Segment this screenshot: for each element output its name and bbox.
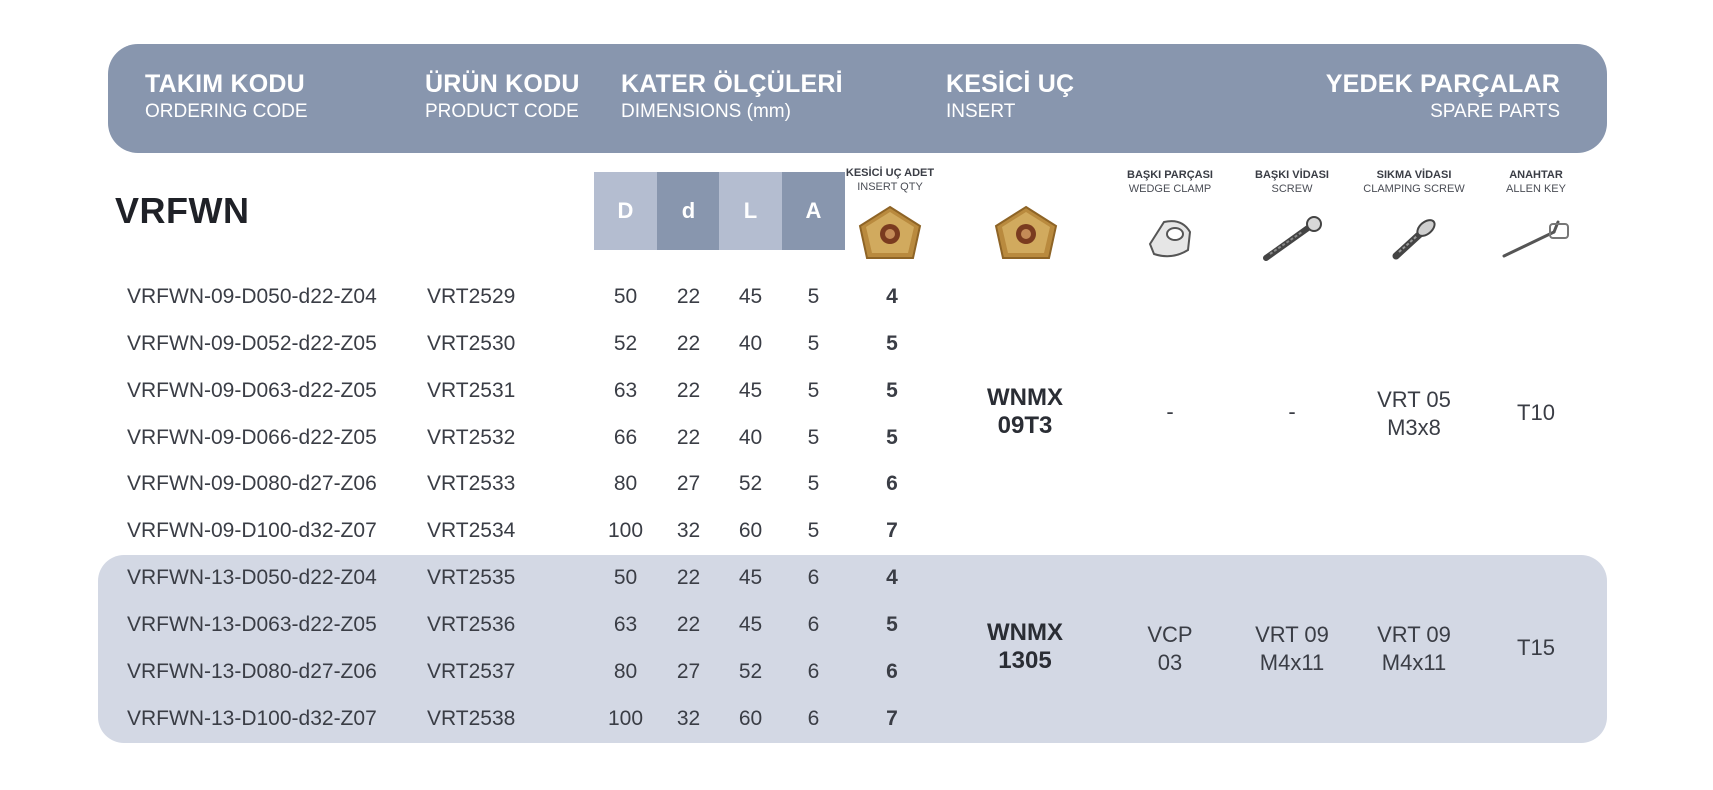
wedge-clamp-icon (1142, 214, 1198, 264)
wedge-clamp-subtitle: WEDGE CLAMP (1128, 183, 1212, 195)
product-code-subtitle: PRODUCT CODE (425, 101, 579, 122)
wedge-clamp-line2: 03 (1157, 650, 1183, 675)
group-13-insert (960, 619, 1090, 675)
dim-D-cell: 100 (607, 519, 644, 542)
dim-L-cell: 40 (738, 332, 763, 355)
dim-D-cell: 63 (613, 379, 638, 402)
dim-d-cell: 22 (676, 566, 701, 589)
table-row (0, 273, 1713, 320)
dimensions-subtitle: DIMENSIONS (mm) (621, 101, 791, 122)
insert-qty-cell: 5 (886, 426, 898, 449)
insert-qty-insert-icon (856, 204, 924, 262)
dim-A-cell: 5 (807, 379, 820, 402)
dim-header-L: L (719, 172, 782, 250)
insert-qty-subtitle: INSERT QTY (857, 181, 923, 193)
insert-qty-title: KESİCİ UÇ ADET (845, 167, 935, 179)
screw-value: - (1288, 399, 1296, 424)
clamping-screw-subtitle: CLAMPING SCREW (1363, 183, 1465, 195)
allen-key-value: T15 (1517, 635, 1555, 660)
dim-L-cell: 40 (738, 426, 763, 449)
screw-line2: M4x11 (1259, 650, 1325, 675)
insert-title: KESİCİ UÇ (946, 70, 1075, 98)
dim-d-cell: 22 (676, 426, 701, 449)
group-09-clamping-screw (1354, 386, 1474, 442)
group-13-clamping-screw (1354, 621, 1474, 677)
product-code-cell: VRT2532 (427, 426, 516, 449)
table-row (0, 695, 1713, 742)
insert-code-line2: 09T3 (997, 412, 1053, 439)
product-code-cell: VRT2530 (427, 332, 516, 355)
dim-L-cell: 45 (738, 285, 763, 308)
ordering-code-cell: VRFWN-09-D050-d22-Z04 (127, 285, 377, 308)
dim-d-cell: 27 (676, 472, 701, 495)
product-code-cell: VRT2536 (427, 613, 516, 636)
insert-code-line1: WNMX (987, 619, 1063, 646)
allen-key-value: T10 (1517, 400, 1555, 425)
dim-L-cell: 45 (738, 566, 763, 589)
dim-L-cell: 52 (738, 472, 763, 495)
allen-key-title: ANAHTAR (1509, 169, 1563, 181)
group-09-wedge-clamp (1110, 398, 1230, 426)
allen-key-icon (1500, 218, 1572, 262)
ordering-code-cell: VRFWN-13-D080-d27-Z06 (127, 660, 377, 683)
product-code-title: ÜRÜN KODU (425, 70, 580, 98)
wedge-clamp-line1: VCP (1147, 622, 1193, 647)
dim-A-cell: 5 (807, 472, 820, 495)
ordering-code-title: TAKIM KODU (145, 70, 305, 98)
dim-d-cell: 22 (676, 285, 701, 308)
dim-L-cell: 52 (738, 660, 763, 683)
screw-subtitle: SCREW (1271, 183, 1313, 195)
insert-subtitle: INSERT (946, 101, 1016, 122)
dim-D-cell: 63 (613, 613, 638, 636)
group-09-allen-key (1476, 399, 1596, 427)
clamping-screw-line1: VRT 09 (1377, 622, 1451, 647)
dim-A-cell: 6 (807, 613, 820, 636)
ordering-code-cell: VRFWN-09-D063-d22-Z05 (127, 379, 377, 402)
ordering-code-cell: VRFWN-13-D050-d22-Z04 (127, 566, 377, 589)
dim-A-cell: 6 (807, 707, 820, 730)
ordering-code-cell: VRFWN-13-D063-d22-Z05 (127, 613, 377, 636)
group-09-insert (960, 384, 1090, 440)
ordering-code-subtitle: ORDERING CODE (145, 101, 308, 122)
dim-D-cell: 50 (613, 566, 638, 589)
group-13-wedge-clamp (1110, 621, 1230, 677)
spare-parts-title: YEDEK PARÇALAR (1325, 70, 1560, 98)
dim-L-cell: 60 (738, 519, 763, 542)
ordering-code-cell: VRFWN-13-D100-d32-Z07 (127, 707, 377, 730)
insert-qty-cell: 5 (886, 613, 898, 636)
dim-L-cell: 45 (738, 613, 763, 636)
dim-A-cell: 5 (807, 519, 820, 542)
screw-title: BAŞKI VİDASI (1255, 169, 1329, 181)
allen-key-subtitle: ALLEN KEY (1506, 183, 1566, 195)
insert-qty-cell: 6 (886, 660, 898, 683)
insert-qty-cell: 6 (886, 472, 898, 495)
dim-A-cell: 5 (807, 426, 820, 449)
insert-code-line1: WNMX (987, 384, 1063, 411)
group-13-screw (1232, 621, 1352, 677)
clamping-screw-line1: VRT 05 (1377, 387, 1451, 412)
dim-d-cell: 32 (676, 519, 701, 542)
dim-d-cell: 22 (676, 613, 701, 636)
wedge-clamp-title: BAŞKI PARÇASI (1127, 169, 1213, 181)
insert-qty-cell: 4 (886, 285, 898, 308)
clamping-screw-line2: M4x11 (1381, 650, 1447, 675)
dim-D-cell: 100 (607, 707, 644, 730)
dim-L-cell: 45 (738, 379, 763, 402)
table-row (0, 507, 1713, 554)
wedge-clamp-value: - (1166, 399, 1174, 424)
table-row (0, 320, 1713, 367)
dim-D-cell: 52 (613, 332, 638, 355)
dim-D-cell: 80 (613, 472, 638, 495)
dim-D-cell: 80 (613, 660, 638, 683)
series-title: VRFWN (115, 190, 250, 231)
product-code-cell: VRT2535 (427, 566, 516, 589)
dim-header-D: D (594, 172, 657, 250)
ordering-code-cell: VRFWN-09-D100-d32-Z07 (127, 519, 377, 542)
dim-A-cell: 6 (807, 660, 820, 683)
product-code-cell: VRT2538 (427, 707, 516, 730)
screw-line1: VRT 09 (1255, 622, 1329, 647)
insert-qty-cell: 7 (886, 519, 898, 542)
clamping-screw-line2: M3x8 (1387, 415, 1441, 440)
clamping-screw-title: SIKMA VİDASI (1376, 169, 1452, 181)
insert-icon (992, 204, 1060, 262)
ordering-code-cell: VRFWN-09-D066-d22-Z05 (127, 426, 377, 449)
ordering-code-cell: VRFWN-09-D080-d27-Z06 (127, 472, 377, 495)
product-code-cell: VRT2534 (427, 519, 516, 542)
insert-code-line2: 1305 (998, 647, 1052, 674)
group-09-screw (1232, 398, 1352, 426)
dim-D-cell: 66 (613, 426, 638, 449)
dim-d-cell: 32 (676, 707, 701, 730)
product-code-cell: VRT2531 (427, 379, 516, 402)
group-13-allen-key (1476, 634, 1596, 662)
product-code-cell: VRT2537 (427, 660, 516, 683)
screw-icon (1258, 214, 1328, 264)
dim-d-cell: 22 (676, 332, 701, 355)
product-code-cell: VRT2533 (427, 472, 516, 495)
dim-A-cell: 5 (807, 285, 820, 308)
dim-D-cell: 50 (613, 285, 638, 308)
product-code-cell: VRT2529 (427, 285, 516, 308)
table-row (0, 554, 1713, 601)
dim-d-cell: 22 (676, 379, 701, 402)
clamping-screw-icon (1386, 214, 1442, 264)
insert-qty-cell: 5 (886, 332, 898, 355)
insert-qty-cell: 4 (886, 566, 898, 589)
dim-header-A: A (782, 172, 845, 250)
insert-qty-cell: 7 (886, 707, 898, 730)
spare-parts-subtitle: SPARE PARTS (1430, 101, 1560, 122)
dim-A-cell: 5 (807, 332, 820, 355)
dim-header-d: d (657, 172, 720, 250)
dim-L-cell: 60 (738, 707, 763, 730)
table-row (0, 460, 1713, 507)
ordering-code-cell: VRFWN-09-D052-d22-Z05 (127, 332, 377, 355)
insert-qty-cell: 5 (886, 379, 898, 402)
dim-d-cell: 27 (676, 660, 701, 683)
dim-A-cell: 6 (807, 566, 820, 589)
dimensions-title: KATER ÖLÇÜLERİ (621, 70, 843, 98)
